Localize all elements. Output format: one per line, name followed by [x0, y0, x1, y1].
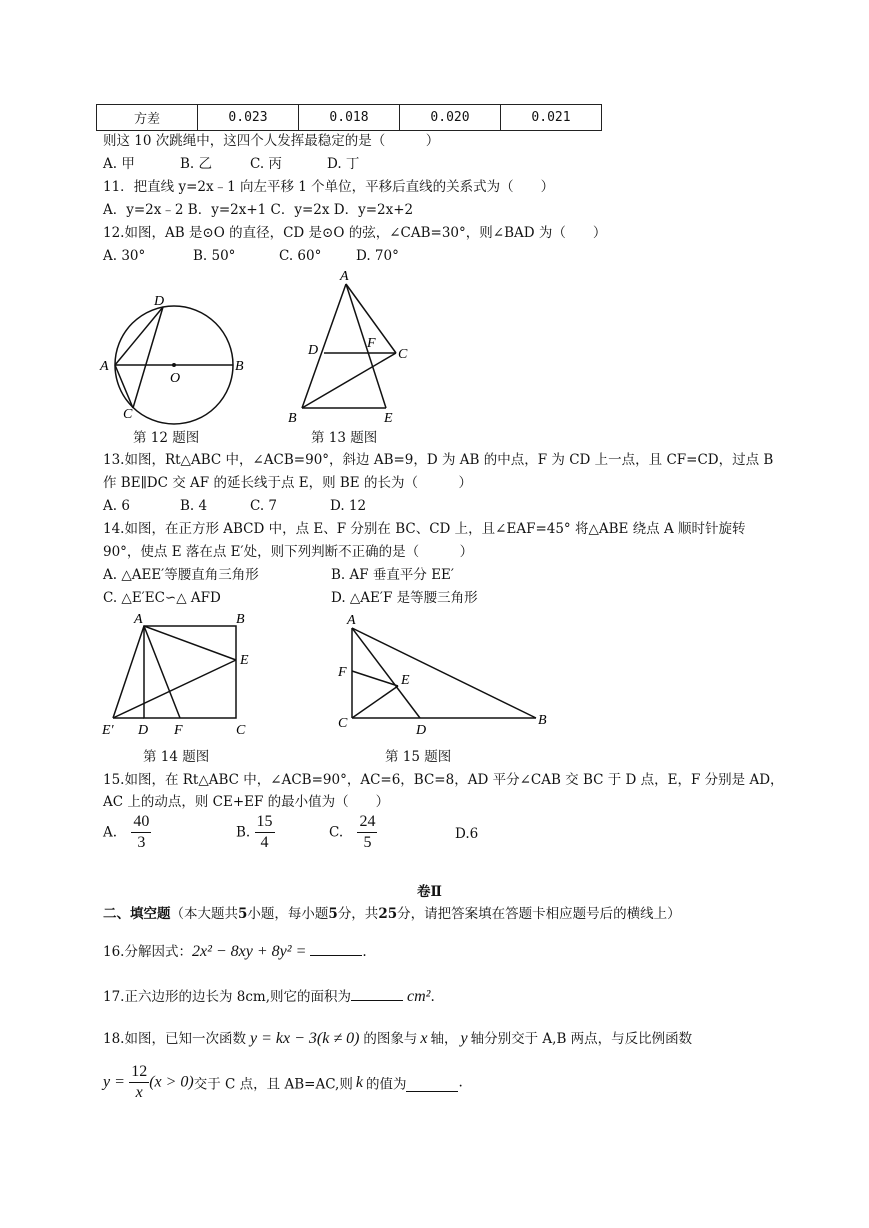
heading-number: 5 — [238, 906, 248, 922]
label-c: C — [398, 347, 408, 362]
q13-option-d: D. 12 — [330, 498, 367, 514]
q15-line-2: AC 上的动点，则 CE+EF 的最小值为（ ） — [103, 794, 390, 810]
q17-unit: cm² — [407, 988, 431, 1005]
figure-12 — [96, 288, 266, 428]
q18-text: 轴分别交于 A,B 两点，与反比例函数 — [470, 1031, 693, 1047]
q15-line-1: 15.如图，在 Rt△ABC 中，∠ACB=90°，AC=6，BC=8，AD 平分∠CAB 交 BC 于 D 点，E，F 分别是 AD， — [103, 772, 784, 788]
q10-option-b: B. 乙 — [180, 156, 213, 172]
q18-text: 的图象与 — [363, 1031, 418, 1047]
label-b: B — [235, 359, 244, 374]
figure-13-caption: 第 13 题图 — [311, 430, 378, 446]
label-c: C — [123, 407, 133, 422]
q10-stem: 则这 10 次跳绳中，这四个人发挥最稳定的是（ ） — [103, 133, 440, 149]
q12-stem: 12.如图，AB 是⊙O 的直径，CD 是⊙O 的弦，∠CAB=30°，则∠BAD 为（ ） — [103, 225, 607, 241]
numerator: 24 — [357, 812, 377, 833]
q18-line-1 — [103, 1027, 692, 1051]
q18-text: 18.如图，已知一次函数 — [103, 1031, 246, 1047]
label-e: E — [401, 673, 410, 688]
segment-ab — [352, 628, 536, 718]
q18-text: 交于 C 点，且 AB=AC,则 — [193, 1076, 353, 1093]
heading-text: （本大题共 — [170, 906, 238, 922]
numerator: 40 — [131, 812, 151, 833]
q18-condition: (x > 0) — [149, 1073, 194, 1091]
option-label: A. — [103, 824, 118, 841]
q13-option-b: B. 4 — [180, 498, 208, 514]
label-f: F — [174, 723, 183, 738]
table-cell: 0.021 — [501, 105, 602, 131]
label-b: B — [236, 612, 245, 627]
numerator: 15 — [255, 812, 275, 833]
answer-blank[interactable] — [351, 1000, 403, 1001]
section-heading — [103, 904, 681, 924]
q16-suffix: . — [362, 944, 367, 960]
label-e-prime: E′ — [102, 723, 114, 738]
segment-ad — [352, 628, 420, 718]
denominator: 4 — [260, 834, 269, 851]
label-c: C — [236, 723, 246, 738]
segment-bc — [302, 353, 396, 408]
label-o: O — [170, 371, 181, 386]
table-cell: 0.020 — [400, 105, 501, 131]
fraction — [129, 1062, 149, 1103]
segment-af — [144, 626, 180, 718]
q15-option-d: D.6 — [455, 826, 479, 842]
q18-function-lhs: y = — [103, 1073, 125, 1091]
label-d: D — [138, 723, 149, 738]
q18-linear-function: y = kx − 3(k ≠ 0) — [249, 1030, 360, 1047]
heading-bold: 二、填空题 — [103, 906, 171, 922]
q14-option-b: B. AF 垂直平分 EE′ — [331, 567, 454, 583]
label-d: D — [308, 343, 319, 358]
figure-12-caption: 第 12 题图 — [133, 430, 200, 446]
q11-options: A．y=2x﹣2 B．y=2x+1 C．y=2x D．y=2x+2 — [103, 202, 414, 218]
label-b: B — [538, 713, 547, 728]
option-label: C. — [329, 824, 344, 841]
answer-blank[interactable] — [406, 1073, 458, 1092]
heading-number: 25 — [378, 906, 398, 922]
q18-text: 轴， — [430, 1031, 458, 1047]
q12-option-c: C. 60° — [279, 248, 322, 264]
q12-option-d: D. 70° — [356, 248, 399, 264]
q16 — [103, 940, 367, 964]
q18-line-2 — [103, 1062, 463, 1103]
denominator: 5 — [363, 834, 372, 851]
q17 — [103, 985, 435, 1009]
q14-line-1: 14.如图，在正方形 ABCD 中，点 E、F 分别在 BC、CD 上，且∠EAF=45° 将△ABE 绕点 A 顺时针旋转 — [103, 521, 746, 537]
table-cell: 0.023 — [198, 105, 299, 131]
fraction — [357, 812, 377, 853]
table-row — [97, 105, 602, 131]
numerator: 12 — [129, 1062, 149, 1083]
denominator: 3 — [137, 834, 146, 851]
segment-fe — [352, 671, 398, 686]
q15-option-c — [329, 812, 377, 853]
option-label: B. — [236, 824, 251, 841]
q13-line-1: 13.如图，Rt△ABC 中，∠ACB=90°，斜边 AB=9，D 为 AB 的中点，F 为 CD 上一点，且 CF=CD，过点 B — [103, 452, 774, 468]
heading-number: 5 — [328, 906, 338, 922]
label-d: D — [416, 723, 427, 738]
segment-ae — [144, 626, 236, 660]
segment-e2-e — [113, 660, 236, 718]
fraction — [255, 812, 275, 853]
heading-text: 分，共 — [337, 906, 379, 922]
table-label-cell: 方差 — [97, 105, 198, 131]
label-a: A — [340, 269, 349, 284]
heading-text: 分，请把答案填在答题卡相应题号后的横线上） — [397, 906, 681, 922]
segment-a-e2 — [113, 626, 144, 718]
q18-x-axis: x — [420, 1030, 428, 1047]
label-a: A — [100, 359, 109, 374]
q18-k: k — [355, 1073, 363, 1091]
figure-14 — [98, 608, 268, 742]
square-abcd — [144, 626, 236, 718]
q14-option-a: A. △AEE′等腰直角三角形 — [103, 567, 259, 583]
figure-13 — [284, 266, 424, 428]
label-d: D — [154, 294, 165, 309]
q16-prefix: 16.分解因式： — [103, 944, 192, 960]
q12-option-a: A. 30° — [103, 248, 146, 264]
denominator: x — [135, 1084, 143, 1101]
q17-suffix: . — [430, 989, 435, 1005]
figure-15 — [334, 608, 556, 740]
q14-line-2: 90°，使点 E 落在点 E′处，则下列判断不正确的是（ ） — [103, 544, 474, 560]
q11-stem: 11．把直线 y=2x﹣1 向左平移 1 个单位，平移后直线的关系式为（ ） — [103, 179, 555, 195]
label-a: A — [134, 612, 143, 627]
q14-option-c: C. △E′EC∽△ AFD — [103, 590, 221, 606]
q14-option-d: D. △AE′F 是等腰三角形 — [331, 590, 478, 606]
center-point — [172, 363, 176, 367]
q13-line-2: 作 BE∥DC 交 AF 的延长线于点 E，则 BE 的长为（ ） — [103, 475, 472, 491]
figure-14-caption: 第 14 题图 — [143, 749, 210, 765]
label-e: E — [240, 653, 249, 668]
fraction — [131, 812, 151, 853]
q10-option-d: D. 丁 — [327, 156, 360, 172]
chord-ac — [115, 365, 133, 408]
label-a: A — [347, 613, 356, 628]
q13-option-a: A. 6 — [103, 498, 130, 514]
section-title: 卷Ⅱ — [417, 884, 442, 900]
table-cell: 0.018 — [299, 105, 400, 131]
q13-option-c: C. 7 — [250, 498, 278, 514]
q18-text: 的值为 — [365, 1076, 407, 1093]
chord-cd — [133, 307, 163, 408]
q12-option-b: B. 50° — [193, 248, 236, 264]
label-c: C — [338, 716, 348, 731]
q18-y-axis: y — [460, 1030, 468, 1047]
segment-ae — [346, 284, 386, 408]
segment-ce — [352, 686, 398, 718]
answer-blank[interactable] — [310, 955, 362, 956]
q18-end: . — [458, 1074, 463, 1091]
variance-table — [96, 104, 602, 131]
q16-expression: 2x² − 8xy + 8y² = — [191, 943, 307, 960]
figure-15-caption: 第 15 题图 — [385, 749, 452, 765]
q17-prefix: 17.正六边形的边长为 8cm,则它的面积为 — [103, 989, 352, 1005]
q15-option-b — [236, 812, 275, 853]
heading-text: 小题，每小题 — [247, 906, 329, 922]
label-f: F — [367, 336, 376, 351]
label-e: E — [384, 411, 393, 426]
q10-option-c: C. 丙 — [250, 156, 282, 172]
label-f: F — [338, 665, 347, 680]
q10-option-a: A. 甲 — [103, 156, 135, 172]
label-b: B — [288, 411, 297, 426]
q15-option-a — [103, 812, 151, 853]
